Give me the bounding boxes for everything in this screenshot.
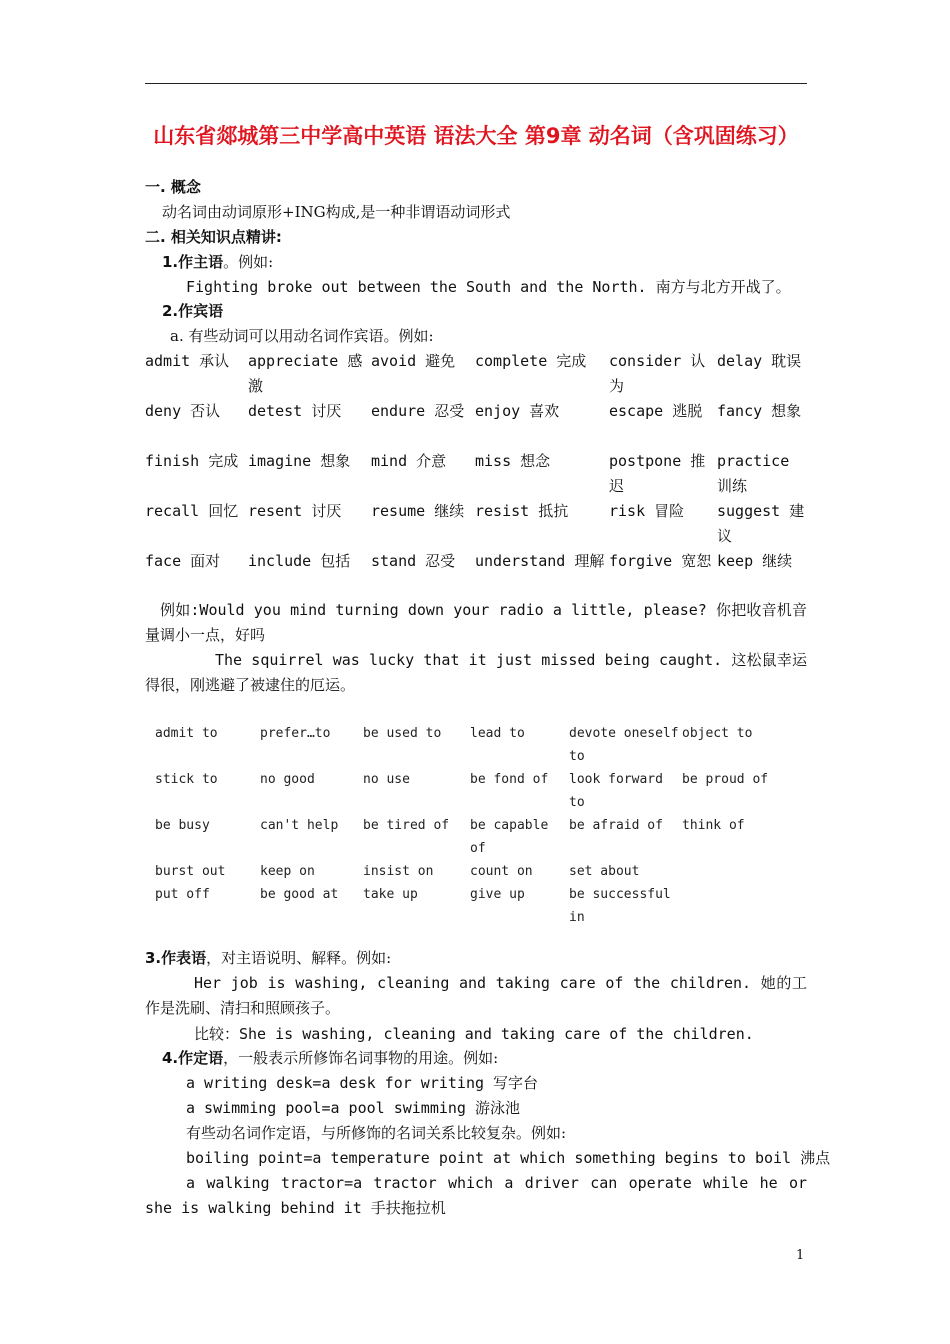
point-4-line bbox=[162, 1049, 498, 1067]
phrase-cell: set about bbox=[569, 864, 640, 879]
page-number: 1 bbox=[796, 1248, 805, 1263]
verb-cell: stand 忍受 bbox=[371, 552, 456, 570]
phrase-cell: be proud of bbox=[682, 772, 769, 787]
point-4-example-2: a swimming pool=a pool swimming 游泳池 bbox=[186, 1099, 520, 1117]
verb-cell: delay 耽误 bbox=[717, 352, 802, 370]
verb-cell: appreciate 感激 bbox=[248, 352, 363, 395]
table-row bbox=[155, 883, 772, 929]
phrase-cell: be busy bbox=[155, 818, 210, 833]
phrase-cell: count on bbox=[470, 864, 533, 879]
point-3-label: 3.作表语 bbox=[145, 949, 207, 967]
verb-cell: include 包括 bbox=[248, 552, 351, 570]
phrase-cell: be afraid of bbox=[569, 818, 663, 833]
verb-cell: resume 继续 bbox=[371, 502, 465, 520]
point-2-example-1: 例如:Would you mind turning down your radio a little, please? 你把收音机音量调小一点，好吗 bbox=[145, 601, 807, 644]
phrase-cell: can't help bbox=[260, 818, 339, 833]
verb-cell: consider 认为 bbox=[609, 352, 706, 395]
verb-cell: keep 继续 bbox=[717, 552, 793, 570]
table-row bbox=[155, 814, 772, 860]
verb-cell: finish 完成 bbox=[145, 452, 239, 470]
phrase-cell: be fond of bbox=[470, 772, 549, 787]
table-row bbox=[145, 399, 807, 449]
phrase-cell: take up bbox=[363, 887, 418, 902]
phrase-cell: devote oneself to bbox=[569, 726, 679, 764]
point-4-note: 有些动名词作定语，与所修饰的名词关系比较复杂。例如: bbox=[186, 1124, 567, 1142]
verb-cell: understand 理解 bbox=[475, 552, 605, 570]
point-3-example: Her job is washing, cleaning and taking care of the children. 她的工作是洗刷、清扫和照顾孩子。 bbox=[145, 974, 807, 1017]
table-row bbox=[145, 549, 807, 599]
phrase-cell: prefer…to bbox=[260, 726, 331, 741]
verb-cell: recall 回忆 bbox=[145, 502, 239, 520]
point-2-example-2: The squirrel was lucky that it just missed being caught. 这松鼠幸运得很，刚逃避了被逮住的厄运。 bbox=[145, 651, 807, 694]
gerund-phrase-table bbox=[155, 722, 772, 929]
verb-cell: enjoy 喜欢 bbox=[475, 402, 560, 420]
phrase-cell: no use bbox=[363, 772, 410, 787]
verb-cell: practice 训练 bbox=[717, 452, 790, 495]
verb-cell: face 面对 bbox=[145, 552, 221, 570]
point-4-example-3: boiling point=a temperature point at which something begins to boil 沸点 bbox=[186, 1149, 831, 1167]
point-3-intro: ，对主语说明、解释。例如: bbox=[206, 949, 392, 967]
phrase-cell: object to bbox=[682, 726, 753, 741]
phrase-cell: lead to bbox=[470, 726, 525, 741]
table-row bbox=[145, 449, 807, 499]
verb-cell: endure 忍受 bbox=[371, 402, 465, 420]
phrase-cell: keep on bbox=[260, 864, 315, 879]
phrase-cell: be good at bbox=[260, 887, 339, 902]
verb-cell: imagine 想象 bbox=[248, 452, 351, 470]
verb-cell: complete 完成 bbox=[475, 352, 587, 370]
point-3-line bbox=[145, 949, 391, 967]
verb-cell: escape 逃脱 bbox=[609, 402, 703, 420]
table-row bbox=[155, 860, 772, 883]
verb-cell: deny 否认 bbox=[145, 402, 221, 420]
point-2-label: 2.作宾语 bbox=[162, 302, 224, 320]
section-1-body: 动名词由动词原形+ING构成,是一种非谓语动词形式 bbox=[162, 203, 511, 221]
verb-cell: avoid 避免 bbox=[371, 352, 456, 370]
phrase-cell: insist on bbox=[363, 864, 434, 879]
phrase-cell: burst out bbox=[155, 864, 226, 879]
point-1-label: 1.作主语 bbox=[162, 253, 224, 271]
phrase-cell: be tired of bbox=[363, 818, 450, 833]
point-1-example: Fighting broke out between the South and the North. 南方与北方开战了。 bbox=[186, 278, 791, 296]
verb-cell: suggest 建议 bbox=[717, 502, 805, 545]
verb-cell: resent 讨厌 bbox=[248, 502, 342, 520]
phrase-cell: be used to bbox=[363, 726, 442, 741]
table-row bbox=[145, 349, 807, 399]
point-4-example-1: a writing desk=a desk for writing 写字台 bbox=[186, 1074, 539, 1092]
table-row bbox=[155, 722, 772, 768]
phrase-cell: be capable of bbox=[470, 818, 549, 856]
phrase-cell: look forward to bbox=[569, 772, 663, 810]
verb-cell: resist 抵抗 bbox=[475, 502, 569, 520]
phrase-cell: think of bbox=[682, 818, 745, 833]
section-2-heading: 二. 相关知识点精讲: bbox=[145, 228, 282, 246]
phrase-cell bbox=[682, 883, 772, 929]
phrase-cell: admit to bbox=[155, 726, 218, 741]
verb-cell: detest 讨厌 bbox=[248, 402, 342, 420]
phrase-cell bbox=[682, 860, 772, 883]
verb-cell: miss 想念 bbox=[475, 452, 551, 470]
phrase-cell: no good bbox=[260, 772, 315, 787]
gerund-verb-table bbox=[145, 349, 807, 599]
point-1-line bbox=[162, 253, 273, 271]
verb-cell: postpone 推迟 bbox=[609, 452, 706, 495]
verb-cell: risk 冒险 bbox=[609, 502, 685, 520]
phrase-cell: stick to bbox=[155, 772, 218, 787]
phrase-cell: put off bbox=[155, 887, 210, 902]
table-row bbox=[155, 768, 772, 814]
point-2-subpoint-a: a. 有些动词可以用动名词作宾语。例如: bbox=[170, 327, 434, 345]
section-1-heading: 一. 概念 bbox=[145, 178, 201, 196]
document-title: 山东省郯城第三中学高中英语 语法大全 第9章 动名词（含巩固练习） bbox=[153, 124, 799, 148]
verb-cell: forgive 宽恕 bbox=[609, 552, 712, 570]
point-1-intro: 。例如: bbox=[223, 253, 274, 271]
point-4-intro: ，一般表示所修饰名词事物的用途。例如: bbox=[223, 1049, 499, 1067]
table-row bbox=[145, 499, 807, 549]
phrase-cell: give up bbox=[470, 887, 525, 902]
verb-cell: admit 承认 bbox=[145, 352, 230, 370]
verb-cell: mind 介意 bbox=[371, 452, 447, 470]
phrase-cell: be successful in bbox=[569, 887, 671, 925]
verb-cell: fancy 想象 bbox=[717, 402, 802, 420]
header-rule bbox=[145, 83, 807, 84]
point-4-example-4: a walking tractor=a tractor which a driver can operate while he or she is walking behind it 手扶拖拉机 bbox=[145, 1174, 807, 1217]
point-3-compare: 比较：She is washing, cleaning and taking care of the children. bbox=[194, 1025, 754, 1043]
point-4-label: 4.作定语 bbox=[162, 1049, 224, 1067]
